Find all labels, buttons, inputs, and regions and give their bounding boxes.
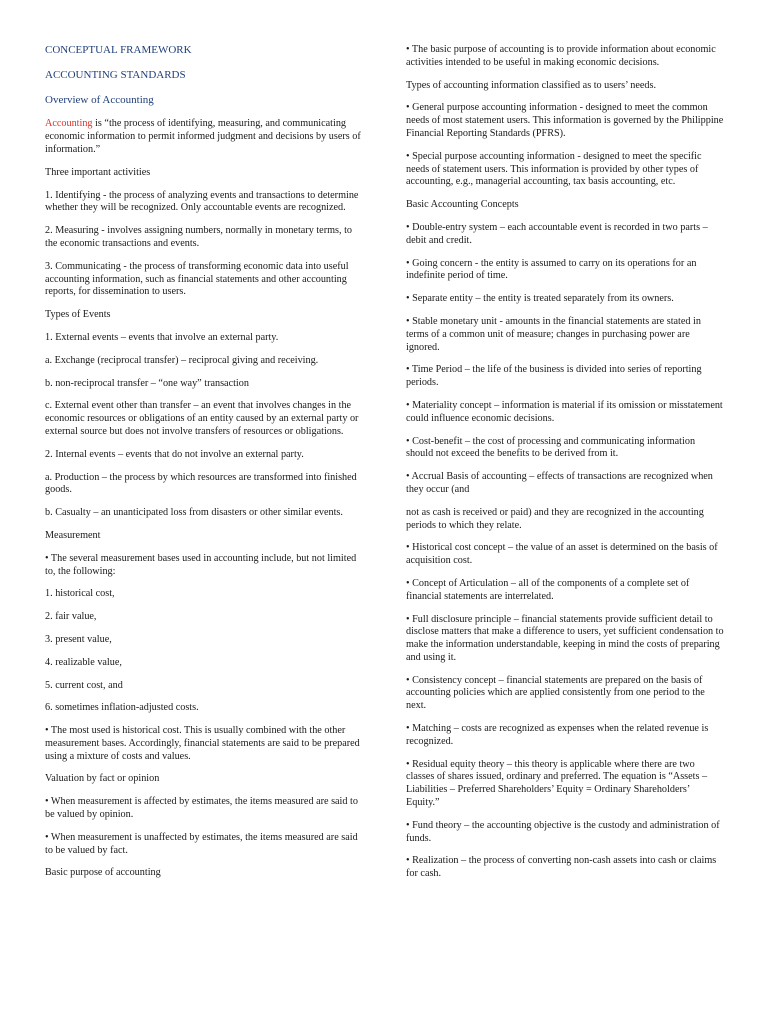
paragraph: Measurement xyxy=(45,529,101,541)
paragraph: b. non-reciprocal transfer – “one way” transaction xyxy=(45,377,249,389)
paragraph: b. Casualty – an unanticipated loss from disasters or other similar events. xyxy=(45,507,343,519)
right-column xyxy=(406,44,724,891)
paragraph: • Going concern - the entity is assumed to carry on its operations for an indefinite period of time. xyxy=(406,257,697,282)
definition-text: is “the process of identifying, measuring, and communicating economic information to permit informed judgment and decisions by users of information.” xyxy=(45,118,361,155)
paragraph: 2. Internal events – events that do not involve an external party. xyxy=(45,448,304,460)
paragraph: • Accrual Basis of accounting – effects of transactions are recognized when they occur (and xyxy=(406,471,713,495)
paragraph: 2. fair value, xyxy=(45,611,97,623)
paragraph: • Concept of Articulation – all of the components of a complete set of financial statements are interrelated. xyxy=(406,577,690,602)
paragraph: • Stable monetary unit - amounts in the financial statements are stated in terms of a common unit of measure; changes in purchasing power are ignored. xyxy=(406,315,701,353)
paragraph: 2. Measuring - involves assigning numbers, normally in monetary terms, to the economic transactions and events. xyxy=(45,225,352,249)
paragraph: • The most used is historical cost. This is usually combined with the other measurement bases. Accordingly, financial statements are said to be prepared using a mixture of costs and values. xyxy=(45,725,360,762)
paragraph: a. Exchange (reciprocal transfer) – reciprocal giving and receiving. xyxy=(45,354,319,366)
paragraph: • When measurement is unaffected by estimates, the items measured are said to be valued by fact. xyxy=(45,831,358,856)
paragraph: • General purpose accounting information - designed to meet the common needs of most statement users. This information is governed by the Philippine Financial Reporting Standards (PFRS). xyxy=(406,102,724,139)
paragraph: a. Production – the process by which resources are transformed into finished goods. xyxy=(45,471,357,496)
paragraph: 1. External events – events that involve an external party. xyxy=(45,331,279,343)
paragraph: Valuation by fact or opinion xyxy=(45,773,160,785)
paragraph: • Fund theory – the accounting objective is the custody and administration of funds. xyxy=(406,819,720,844)
paragraph: • Materiality concept – information is material if its omission or misstatement could influence economic decisions. xyxy=(406,399,723,424)
heading-accounting-standards: ACCOUNTING STANDARDS xyxy=(45,68,186,81)
paragraph: • Consistency concept – financial statements are prepared on the basis of accounting policies which are applied consistently from one period to the next. xyxy=(406,674,705,712)
paragraph: • Time Period – the life of the business is divided into series of reporting periods. xyxy=(406,364,702,389)
paragraph: 3. Communicating - the process of transforming economic data into useful accounting information, such as financial statements and other accounting reports, for dissemination to users. xyxy=(45,260,349,298)
paragraph: • Cost-benefit – the cost of processing and communicating information should not exceed the benefits to be derived from it. xyxy=(406,435,696,460)
definition-paragraph xyxy=(45,118,363,156)
paragraph: • Realization – the process of converting non-cash assets into cash or claims for cash. xyxy=(406,855,717,880)
paragraph: Basic purpose of accounting xyxy=(45,867,161,879)
paragraph: • Residual equity theory – this theory is applicable where there are two classes of shares issued, ordinary and preferred. The equation is “Assets – Liabilities – Preferred Shareholders’ Equity = Ordinary Shareholders’ Equity.” xyxy=(406,758,708,809)
paragraph: 1. historical cost, xyxy=(45,588,115,600)
heading-conceptual-framework: CONCEPTUAL FRAMEWORK xyxy=(45,44,192,56)
paragraph: • Special purpose accounting information - designed to meet the specific needs of statement users. This information is provided by other types of accounting, e.g., managerial accounting, tax basis accounting, etc. xyxy=(406,150,702,188)
paragraph: 6. sometimes inflation-adjusted costs. xyxy=(45,702,199,714)
paragraph: Types of Events xyxy=(45,309,111,321)
paragraph: 5. current cost, and xyxy=(45,679,123,691)
paragraph: c. External event other than transfer – an event that involves changes in the economic resources or obligations of an entity caused by an external party or external source but does not involve transfers of resources or obligations. xyxy=(45,400,359,437)
paragraph: Three important activities xyxy=(45,166,151,178)
definition-term: Accounting xyxy=(45,118,93,130)
paragraph: 1. Identifying - the process of analyzing events and transactions to determine whether they will be recognized. Only accountable events are recognized. xyxy=(45,189,359,214)
paragraph: 4. realizable value, xyxy=(45,656,122,668)
paragraph: • Matching – costs are recognized as expenses when the related revenue is recognized. xyxy=(406,723,709,747)
paragraph: Basic Accounting Concepts xyxy=(406,199,519,211)
paragraph: • Full disclosure principle – financial statements provide sufficient detail to disclose matters that make a difference to users, yet sufficient condensation to make the information understandable, keeping in mind the costs of preparing and using it. xyxy=(406,613,724,663)
paragraph: • The basic purpose of accounting is to provide information about economic activities intended to be useful in making economic decisions. xyxy=(406,44,716,68)
paragraph: • When measurement is affected by estimates, the items measured are said to be valued by opinion. xyxy=(45,796,358,821)
paragraph: 3. present value, xyxy=(45,633,112,645)
paragraph: Types of accounting information classified as to users’ needs. xyxy=(406,79,657,91)
left-column xyxy=(45,44,363,890)
heading-overview: Overview of Accounting xyxy=(45,93,154,106)
paragraph: • Separate entity – the entity is treated separately from its owners. xyxy=(406,293,674,305)
paragraph: • Historical cost concept – the value of an asset is determined on the basis of acquisition cost. xyxy=(406,542,718,567)
paragraph: • The several measurement bases used in accounting include, but not limited to, the following: xyxy=(45,552,357,577)
paragraph: not as cash is received or paid) and they are recognized in the accounting periods to which they relate. xyxy=(406,506,704,531)
paragraph: • Double-entry system – each accountable event is recorded in two parts – debit and credit. xyxy=(406,221,708,246)
